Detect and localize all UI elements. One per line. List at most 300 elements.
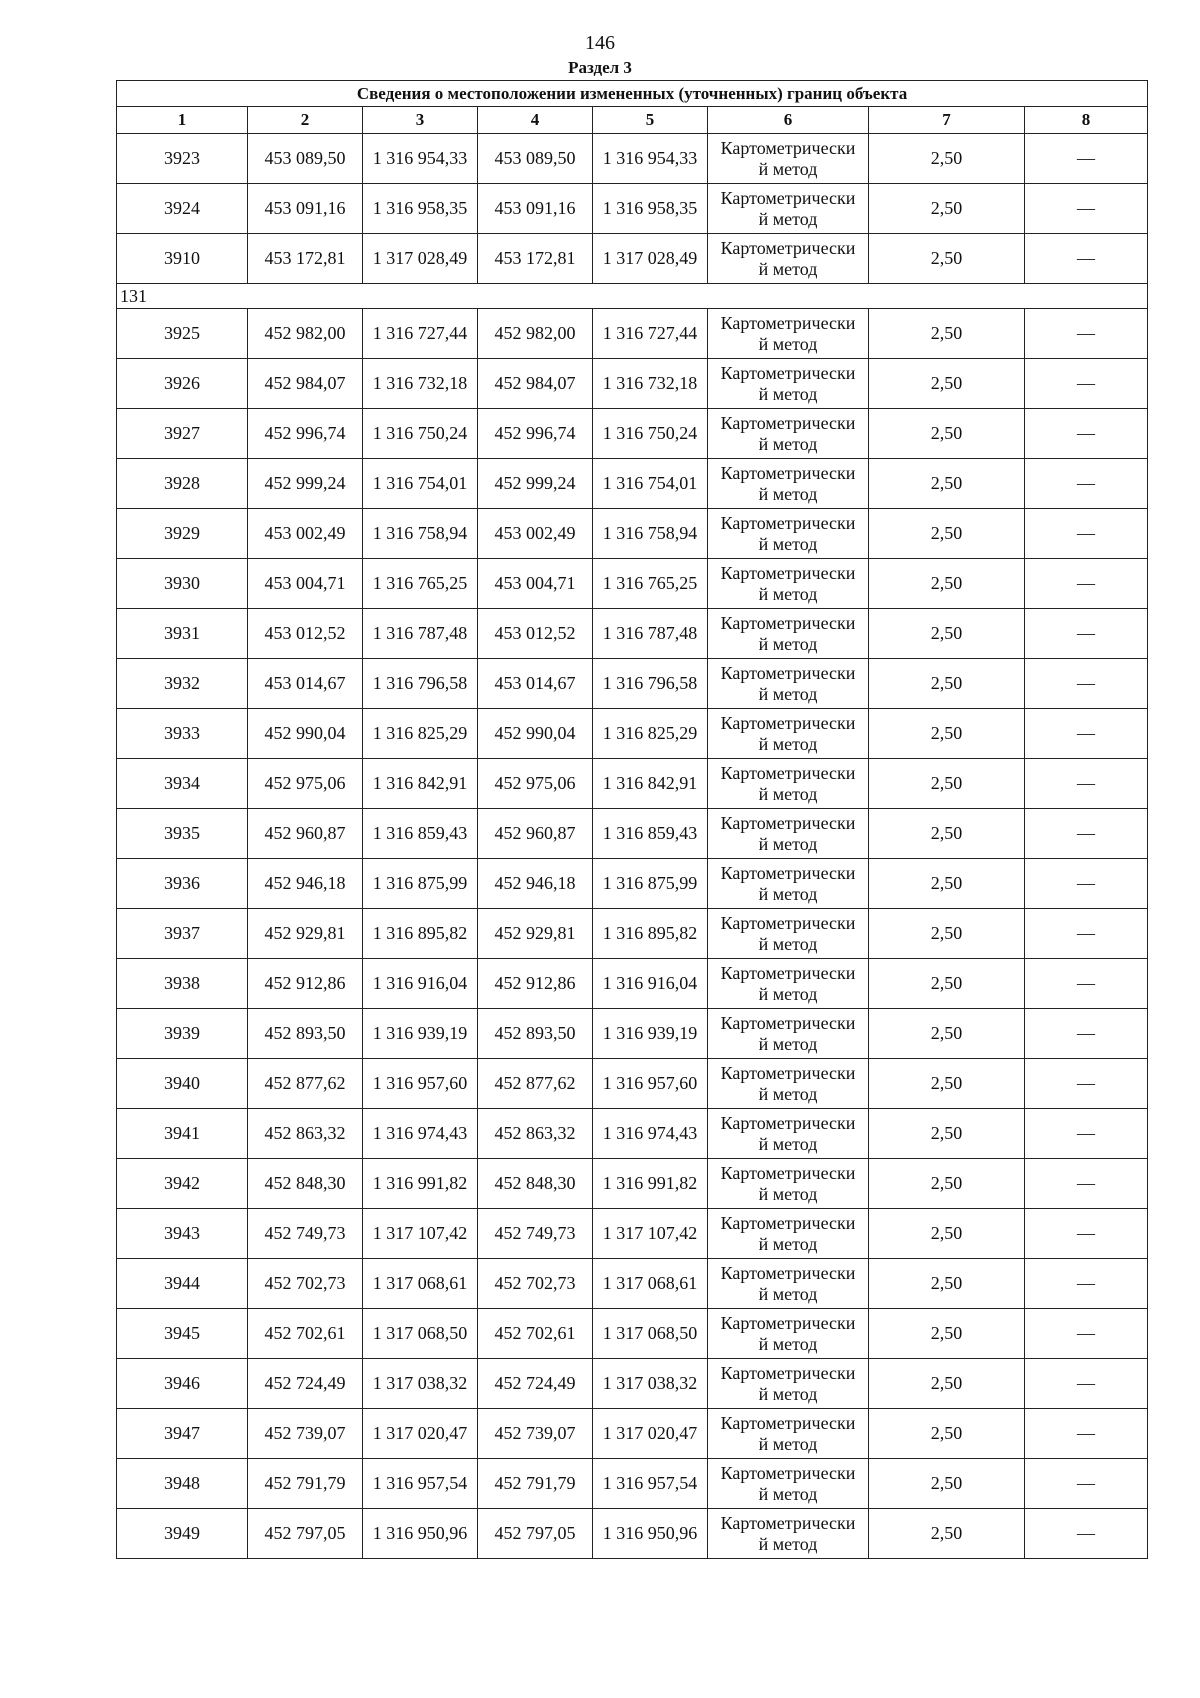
y-new-cell: 1 316 875,99 — [593, 859, 708, 909]
x-new-cell: 452 999,24 — [478, 459, 593, 509]
description-cell: — — [1025, 1159, 1148, 1209]
table-row — [117, 359, 1148, 409]
method-cell — [708, 1109, 869, 1159]
method-text-line-1: Картометрически — [720, 1412, 856, 1433]
y-old-cell: 1 316 732,18 — [363, 359, 478, 409]
y-old-cell: 1 317 020,47 — [363, 1409, 478, 1459]
method-text-line-1: Картометрически — [720, 362, 856, 383]
method-cell — [708, 1359, 869, 1409]
x-new-cell: 453 012,52 — [478, 609, 593, 659]
method-text-line-2: й метод — [758, 1233, 818, 1254]
y-old-cell: 1 317 068,61 — [363, 1259, 478, 1309]
x-old-cell: 452 946,18 — [248, 859, 363, 909]
method-cell — [708, 1209, 869, 1259]
method-text-line-1: Картометрически — [720, 1512, 856, 1533]
description-cell: — — [1025, 709, 1148, 759]
column-number-1: 1 — [117, 107, 248, 134]
y-new-cell: 1 317 020,47 — [593, 1409, 708, 1459]
table-row — [117, 184, 1148, 234]
table-row — [117, 134, 1148, 184]
x-old-cell: 452 702,73 — [248, 1259, 363, 1309]
y-old-cell: 1 316 765,25 — [363, 559, 478, 609]
accuracy-cell: 2,50 — [869, 134, 1025, 184]
y-new-cell: 1 316 957,60 — [593, 1059, 708, 1109]
y-old-cell: 1 317 028,49 — [363, 234, 478, 284]
table-row — [117, 1109, 1148, 1159]
accuracy-cell: 2,50 — [869, 1159, 1025, 1209]
accuracy-cell: 2,50 — [869, 309, 1025, 359]
method-text-line-1: Картометрически — [720, 1262, 856, 1283]
point-number-cell: 3933 — [117, 709, 248, 759]
x-new-cell: 452 702,61 — [478, 1309, 593, 1359]
method-text-line-1: Картометрически — [720, 187, 856, 208]
description-cell: — — [1025, 134, 1148, 184]
method-text-line-2: й метод — [758, 883, 818, 904]
y-new-cell: 1 317 107,42 — [593, 1209, 708, 1259]
x-old-cell: 452 749,73 — [248, 1209, 363, 1259]
y-old-cell: 1 316 842,91 — [363, 759, 478, 809]
point-number-cell: 3945 — [117, 1309, 248, 1359]
method-text-line-1: Картометрически — [720, 1462, 856, 1483]
description-cell: — — [1025, 359, 1148, 409]
table-row — [117, 859, 1148, 909]
point-number-cell: 3934 — [117, 759, 248, 809]
method-cell — [708, 309, 869, 359]
point-number-cell: 3942 — [117, 1159, 248, 1209]
y-new-cell: 1 316 957,54 — [593, 1459, 708, 1509]
description-cell: — — [1025, 1259, 1148, 1309]
description-cell: — — [1025, 909, 1148, 959]
y-new-cell: 1 316 758,94 — [593, 509, 708, 559]
point-number-cell: 3927 — [117, 409, 248, 459]
point-number-cell: 3943 — [117, 1209, 248, 1259]
description-cell: — — [1025, 1309, 1148, 1359]
y-old-cell: 1 316 974,43 — [363, 1109, 478, 1159]
table-row — [117, 309, 1148, 359]
y-old-cell: 1 316 754,01 — [363, 459, 478, 509]
description-cell: — — [1025, 1059, 1148, 1109]
method-text-line-1: Картометрически — [720, 1212, 856, 1233]
section-title: Раздел 3 — [568, 58, 632, 77]
table-row — [117, 1209, 1148, 1259]
y-new-cell: 1 316 939,19 — [593, 1009, 708, 1059]
contour-number: 131 — [117, 284, 1148, 309]
method-cell — [708, 559, 869, 609]
y-new-cell: 1 316 787,48 — [593, 609, 708, 659]
column-number-4: 4 — [478, 107, 593, 134]
method-cell — [708, 859, 869, 909]
table-row — [117, 609, 1148, 659]
method-cell — [708, 234, 869, 284]
point-number-cell: 3936 — [117, 859, 248, 909]
y-old-cell: 1 316 991,82 — [363, 1159, 478, 1209]
method-text-line-1: Картометрически — [720, 312, 856, 333]
method-text-line-2: й метод — [758, 633, 818, 654]
x-new-cell: 453 004,71 — [478, 559, 593, 609]
accuracy-cell: 2,50 — [869, 959, 1025, 1009]
description-cell: — — [1025, 609, 1148, 659]
table-row — [117, 809, 1148, 859]
description-cell: — — [1025, 1459, 1148, 1509]
point-number-cell: 3947 — [117, 1409, 248, 1459]
x-old-cell: 452 724,49 — [248, 1359, 363, 1409]
method-text-line-1: Картометрически — [720, 562, 856, 583]
method-text-line-1: Картометрически — [720, 1362, 856, 1383]
y-new-cell: 1 316 974,43 — [593, 1109, 708, 1159]
x-old-cell: 452 797,05 — [248, 1509, 363, 1559]
point-number-cell: 3944 — [117, 1259, 248, 1309]
y-new-cell: 1 316 732,18 — [593, 359, 708, 409]
boundary-table — [116, 80, 1148, 1559]
accuracy-cell: 2,50 — [869, 1209, 1025, 1259]
description-cell: — — [1025, 1409, 1148, 1459]
table-row — [117, 1509, 1148, 1559]
description-cell: — — [1025, 759, 1148, 809]
method-text-line-1: Картометрически — [720, 237, 856, 258]
method-text-line-2: й метод — [758, 258, 818, 279]
table-row — [117, 1459, 1148, 1509]
point-number-cell: 3948 — [117, 1459, 248, 1509]
method-text-line-1: Картометрически — [720, 1162, 856, 1183]
y-new-cell: 1 316 895,82 — [593, 909, 708, 959]
method-text-line-2: й метод — [758, 533, 818, 554]
y-old-cell: 1 316 957,60 — [363, 1059, 478, 1109]
page-number: 146 — [585, 32, 615, 54]
method-text-line-2: й метод — [758, 933, 818, 954]
x-new-cell: 452 912,86 — [478, 959, 593, 1009]
x-old-cell: 453 012,52 — [248, 609, 363, 659]
y-new-cell: 1 316 796,58 — [593, 659, 708, 709]
x-new-cell: 452 797,05 — [478, 1509, 593, 1559]
method-cell — [708, 1059, 869, 1109]
y-old-cell: 1 316 950,96 — [363, 1509, 478, 1559]
description-cell: — — [1025, 1109, 1148, 1159]
x-new-cell: 452 791,79 — [478, 1459, 593, 1509]
method-text-line-2: й метод — [758, 208, 818, 229]
accuracy-cell: 2,50 — [869, 1509, 1025, 1559]
method-text-line-1: Картометрически — [720, 862, 856, 883]
description-cell: — — [1025, 1509, 1148, 1559]
table-caption-row — [117, 81, 1148, 107]
method-text-line-2: й метод — [758, 1483, 818, 1504]
point-number-cell: 3938 — [117, 959, 248, 1009]
description-cell: — — [1025, 409, 1148, 459]
method-text-line-2: й метод — [758, 733, 818, 754]
method-cell — [708, 709, 869, 759]
column-number-7: 7 — [869, 107, 1025, 134]
method-cell — [708, 459, 869, 509]
y-new-cell: 1 316 954,33 — [593, 134, 708, 184]
y-new-cell: 1 316 825,29 — [593, 709, 708, 759]
y-old-cell: 1 316 957,54 — [363, 1459, 478, 1509]
method-cell — [708, 609, 869, 659]
method-cell — [708, 1309, 869, 1359]
accuracy-cell: 2,50 — [869, 1009, 1025, 1059]
method-text-line-2: й метод — [758, 1533, 818, 1554]
description-cell: — — [1025, 1209, 1148, 1259]
method-text-line-2: й метод — [758, 783, 818, 804]
description-cell: — — [1025, 1359, 1148, 1409]
point-number-cell: 3924 — [117, 184, 248, 234]
method-text-line-1: Картометрически — [720, 662, 856, 683]
accuracy-cell: 2,50 — [869, 409, 1025, 459]
x-new-cell: 452 739,07 — [478, 1409, 593, 1459]
x-new-cell: 452 929,81 — [478, 909, 593, 959]
table-row — [117, 234, 1148, 284]
table-row — [117, 1309, 1148, 1359]
x-old-cell: 452 863,32 — [248, 1109, 363, 1159]
y-new-cell: 1 316 754,01 — [593, 459, 708, 509]
method-text-line-1: Картометрически — [720, 1112, 856, 1133]
y-old-cell: 1 316 954,33 — [363, 134, 478, 184]
y-old-cell: 1 316 787,48 — [363, 609, 478, 659]
method-text-line-1: Картометрически — [720, 1312, 856, 1333]
method-text-line-2: й метод — [758, 483, 818, 504]
accuracy-cell: 2,50 — [869, 509, 1025, 559]
method-cell — [708, 659, 869, 709]
description-cell: — — [1025, 559, 1148, 609]
x-new-cell: 452 996,74 — [478, 409, 593, 459]
method-text-line-2: й метод — [758, 1033, 818, 1054]
method-cell — [708, 909, 869, 959]
description-cell: — — [1025, 959, 1148, 1009]
y-old-cell: 1 316 825,29 — [363, 709, 478, 759]
y-new-cell: 1 317 038,32 — [593, 1359, 708, 1409]
method-text-line-2: й метод — [758, 1383, 818, 1404]
x-old-cell: 452 982,00 — [248, 309, 363, 359]
description-cell: — — [1025, 1009, 1148, 1059]
x-old-cell: 452 990,04 — [248, 709, 363, 759]
table-row — [117, 1059, 1148, 1109]
contour-group-row — [117, 284, 1148, 309]
accuracy-cell: 2,50 — [869, 359, 1025, 409]
method-text-line-2: й метод — [758, 158, 818, 179]
accuracy-cell: 2,50 — [869, 184, 1025, 234]
y-old-cell: 1 316 875,99 — [363, 859, 478, 909]
x-new-cell: 452 893,50 — [478, 1009, 593, 1059]
y-new-cell: 1 316 842,91 — [593, 759, 708, 809]
accuracy-cell: 2,50 — [869, 1059, 1025, 1109]
method-text-line-1: Картометрически — [720, 812, 856, 833]
x-new-cell: 452 848,30 — [478, 1159, 593, 1209]
description-cell: — — [1025, 184, 1148, 234]
description-cell: — — [1025, 459, 1148, 509]
y-new-cell: 1 316 750,24 — [593, 409, 708, 459]
y-old-cell: 1 316 796,58 — [363, 659, 478, 709]
y-old-cell: 1 316 758,94 — [363, 509, 478, 559]
method-text-line-2: й метод — [758, 1133, 818, 1154]
table-row — [117, 959, 1148, 1009]
x-old-cell: 453 091,16 — [248, 184, 363, 234]
accuracy-cell: 2,50 — [869, 1259, 1025, 1309]
method-text-line-1: Картометрически — [720, 912, 856, 933]
y-new-cell: 1 316 991,82 — [593, 1159, 708, 1209]
y-old-cell: 1 317 107,42 — [363, 1209, 478, 1259]
x-new-cell: 452 877,62 — [478, 1059, 593, 1109]
method-text-line-1: Картометрически — [720, 512, 856, 533]
y-old-cell: 1 316 939,19 — [363, 1009, 478, 1059]
table-row — [117, 1259, 1148, 1309]
x-new-cell: 453 014,67 — [478, 659, 593, 709]
point-number-cell: 3940 — [117, 1059, 248, 1109]
y-new-cell: 1 316 916,04 — [593, 959, 708, 1009]
x-new-cell: 452 946,18 — [478, 859, 593, 909]
x-new-cell: 452 982,00 — [478, 309, 593, 359]
column-number-row — [117, 107, 1148, 134]
accuracy-cell: 2,50 — [869, 1409, 1025, 1459]
accuracy-cell: 2,50 — [869, 909, 1025, 959]
table-row — [117, 559, 1148, 609]
column-number-6: 6 — [708, 107, 869, 134]
method-cell — [708, 184, 869, 234]
y-old-cell: 1 316 958,35 — [363, 184, 478, 234]
method-text-line-1: Картометрически — [720, 462, 856, 483]
description-cell: — — [1025, 659, 1148, 709]
point-number-cell: 3937 — [117, 909, 248, 959]
x-new-cell: 453 172,81 — [478, 234, 593, 284]
method-text-line-2: й метод — [758, 383, 818, 404]
accuracy-cell: 2,50 — [869, 809, 1025, 859]
table-row — [117, 909, 1148, 959]
accuracy-cell: 2,50 — [869, 1309, 1025, 1359]
x-old-cell: 452 791,79 — [248, 1459, 363, 1509]
table-row — [117, 1409, 1148, 1459]
method-cell — [708, 809, 869, 859]
table-body — [117, 81, 1148, 1559]
point-number-cell: 3935 — [117, 809, 248, 859]
x-old-cell: 453 002,49 — [248, 509, 363, 559]
accuracy-cell: 2,50 — [869, 459, 1025, 509]
method-text-line-2: й метод — [758, 683, 818, 704]
table-row — [117, 1159, 1148, 1209]
x-new-cell: 452 960,87 — [478, 809, 593, 859]
method-cell — [708, 359, 869, 409]
method-text-line-1: Картометрически — [720, 762, 856, 783]
description-cell: — — [1025, 859, 1148, 909]
y-old-cell: 1 317 038,32 — [363, 1359, 478, 1409]
x-old-cell: 452 999,24 — [248, 459, 363, 509]
method-text-line-1: Картометрически — [720, 612, 856, 633]
y-new-cell: 1 316 950,96 — [593, 1509, 708, 1559]
x-old-cell: 452 996,74 — [248, 409, 363, 459]
x-old-cell: 452 702,61 — [248, 1309, 363, 1359]
point-number-cell: 3930 — [117, 559, 248, 609]
x-new-cell: 453 091,16 — [478, 184, 593, 234]
y-new-cell: 1 317 068,50 — [593, 1309, 708, 1359]
x-old-cell: 452 975,06 — [248, 759, 363, 809]
x-new-cell: 453 002,49 — [478, 509, 593, 559]
table-row — [117, 459, 1148, 509]
method-text-line-2: й метод — [758, 1433, 818, 1454]
method-text-line-1: Картометрически — [720, 412, 856, 433]
method-cell — [708, 1509, 869, 1559]
method-text-line-1: Картометрически — [720, 712, 856, 733]
x-old-cell: 453 014,67 — [248, 659, 363, 709]
method-text-line-2: й метод — [758, 333, 818, 354]
method-text-line-2: й метод — [758, 583, 818, 604]
method-cell — [708, 409, 869, 459]
point-number-cell: 3929 — [117, 509, 248, 559]
y-old-cell: 1 316 727,44 — [363, 309, 478, 359]
method-cell — [708, 509, 869, 559]
description-cell: — — [1025, 509, 1148, 559]
point-number-cell: 3932 — [117, 659, 248, 709]
table-row — [117, 659, 1148, 709]
point-number-cell: 3925 — [117, 309, 248, 359]
method-cell — [708, 759, 869, 809]
method-text-line-1: Картометрически — [720, 137, 856, 158]
accuracy-cell: 2,50 — [869, 759, 1025, 809]
accuracy-cell: 2,50 — [869, 859, 1025, 909]
accuracy-cell: 2,50 — [869, 559, 1025, 609]
x-new-cell: 452 749,73 — [478, 1209, 593, 1259]
accuracy-cell: 2,50 — [869, 234, 1025, 284]
point-number-cell: 3923 — [117, 134, 248, 184]
point-number-cell: 3941 — [117, 1109, 248, 1159]
table-row — [117, 509, 1148, 559]
method-cell — [708, 1459, 869, 1509]
method-text-line-1: Картометрически — [720, 1012, 856, 1033]
accuracy-cell: 2,50 — [869, 659, 1025, 709]
y-old-cell: 1 317 068,50 — [363, 1309, 478, 1359]
point-number-cell: 3910 — [117, 234, 248, 284]
x-old-cell: 453 172,81 — [248, 234, 363, 284]
y-old-cell: 1 316 916,04 — [363, 959, 478, 1009]
description-cell: — — [1025, 309, 1148, 359]
method-cell — [708, 1009, 869, 1059]
description-cell: — — [1025, 234, 1148, 284]
y-new-cell: 1 316 958,35 — [593, 184, 708, 234]
x-old-cell: 452 877,62 — [248, 1059, 363, 1109]
method-text-line-1: Картометрически — [720, 962, 856, 983]
column-number-3: 3 — [363, 107, 478, 134]
y-old-cell: 1 316 859,43 — [363, 809, 478, 859]
column-number-8: 8 — [1025, 107, 1148, 134]
accuracy-cell: 2,50 — [869, 1359, 1025, 1409]
x-old-cell: 452 893,50 — [248, 1009, 363, 1059]
method-cell — [708, 1259, 869, 1309]
point-number-cell: 3931 — [117, 609, 248, 659]
x-new-cell: 452 724,49 — [478, 1359, 593, 1409]
column-number-2: 2 — [248, 107, 363, 134]
table-row — [117, 1359, 1148, 1409]
method-text-line-2: й метод — [758, 833, 818, 854]
x-old-cell: 452 984,07 — [248, 359, 363, 409]
y-new-cell: 1 317 028,49 — [593, 234, 708, 284]
point-number-cell: 3928 — [117, 459, 248, 509]
table-row — [117, 1009, 1148, 1059]
table-row — [117, 409, 1148, 459]
method-cell — [708, 1409, 869, 1459]
method-text-line-2: й метод — [758, 1083, 818, 1104]
y-old-cell: 1 316 750,24 — [363, 409, 478, 459]
accuracy-cell: 2,50 — [869, 1109, 1025, 1159]
y-new-cell: 1 316 765,25 — [593, 559, 708, 609]
table-row — [117, 759, 1148, 809]
x-old-cell: 453 089,50 — [248, 134, 363, 184]
accuracy-cell: 2,50 — [869, 1459, 1025, 1509]
x-new-cell: 452 975,06 — [478, 759, 593, 809]
accuracy-cell: 2,50 — [869, 609, 1025, 659]
method-cell — [708, 134, 869, 184]
x-old-cell: 452 739,07 — [248, 1409, 363, 1459]
x-new-cell: 452 863,32 — [478, 1109, 593, 1159]
x-old-cell: 452 848,30 — [248, 1159, 363, 1209]
description-cell: — — [1025, 809, 1148, 859]
method-text-line-2: й метод — [758, 433, 818, 454]
x-old-cell: 452 912,86 — [248, 959, 363, 1009]
column-number-5: 5 — [593, 107, 708, 134]
